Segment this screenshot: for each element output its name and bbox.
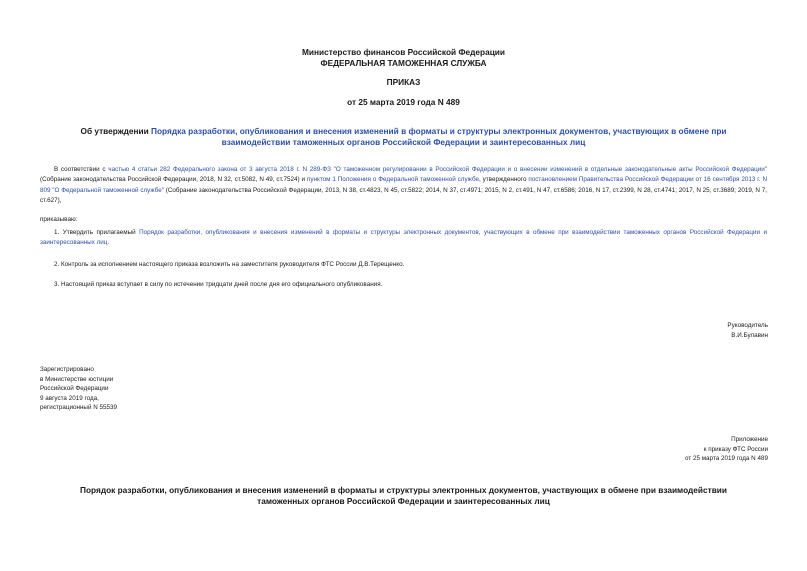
resolution-link[interactable]: постановлением Правительства Российской Федерации от 16 сентября 2013 г. N 809 "О Федеральной таможенной службе" bbox=[40, 176, 767, 194]
appendix-line: к приказу ФТС России bbox=[703, 445, 768, 453]
order-word: приказываю: bbox=[40, 216, 78, 223]
preamble-text-3: , утвержденного bbox=[478, 176, 529, 184]
regulation-link[interactable]: пунктом 1 Положения о Федеральной таможенной службе bbox=[306, 176, 479, 184]
appendix-line: от 25 марта 2019 года N 489 bbox=[684, 455, 768, 463]
signature-block bbox=[727, 321, 768, 340]
appendix-title-line2: таможенных органов Российской Федерации и заинтересованных лиц bbox=[257, 496, 550, 506]
registration-line: регистрационный N 55539 bbox=[40, 404, 118, 411]
registration-line: 9 августа 2019 года, bbox=[40, 394, 99, 402]
service-name: ФЕДЕРАЛЬНАЯ ТАМОЖЕННАЯ СЛУЖБА bbox=[320, 58, 487, 68]
procedure-link[interactable]: Порядок разработки, опубликования и внесения изменений в форматы и структуры электронных документов, участвующих в обмене при взаимодействии таможенных органов Российской Федерации и заинтересованных лиц bbox=[40, 229, 767, 247]
item-1 bbox=[40, 228, 767, 249]
registration-line: в Министерстве юстиции bbox=[40, 375, 114, 383]
appendix-title bbox=[40, 485, 767, 507]
item-3: 3. Настоящий приказ вступает в силу по истечении тридцати дней после дня его официального опубликования. bbox=[54, 281, 383, 288]
preamble-text-1: В соответствии с bbox=[54, 166, 109, 173]
doc-date-number: от 25 марта 2019 года N 489 bbox=[347, 97, 460, 107]
ministry-name: Министерство финансов Российской Федерации bbox=[301, 47, 506, 57]
registration-block bbox=[40, 365, 117, 413]
preamble-text-4: (Собрание законодательства Российской Федерации, 2013, N 38, ст.4823, N 45, ст.5822; 2014, N 37, ст.4971; 2015, N 2, ст.491, N 47, ст.6586; 2016, N 17, ст.2399, N 28, ст.4741; 2017, N 25, ст.3689; 2019, N 7, ст.627), bbox=[40, 186, 767, 205]
appendix-block bbox=[685, 435, 768, 464]
doc-title bbox=[0, 126, 807, 148]
item-1-text: 1. Утвердить прилагаемый bbox=[54, 229, 140, 236]
title-link-line2[interactable]: взаимодействии таможенных органов Российской Федерации и заинтересованных лиц bbox=[221, 137, 586, 147]
appendix-title-line1: Порядок разработки, опубликования и внесения изменений в форматы и структуры электронных документов, участвующих в обмене при взаимодействии bbox=[79, 485, 728, 495]
document-header bbox=[0, 47, 807, 69]
signature-role: Руководитель bbox=[727, 322, 768, 329]
preamble-text-2: (Собрание законодательства Российской Федерации, 2018, N 32, ст.5082, N 49, ст.7524) и bbox=[40, 176, 307, 184]
registration-line: Зарегистрировано bbox=[40, 366, 94, 373]
doc-type: ПРИКАЗ bbox=[386, 77, 421, 87]
item-2: 2. Контроль за исполнением настоящего приказа возложить на заместителя руководителя ФТС России Д.В.Терещенко. bbox=[54, 261, 405, 268]
preamble-paragraph bbox=[40, 165, 767, 207]
title-link-line1[interactable]: Порядка разработки, опубликования и внесения изменений в форматы и структуры электронных документов, участвующих в обмене при bbox=[151, 126, 727, 136]
law-link[interactable]: частью 4 статьи 282 Федерального закона от 3 августа 2018 г. N 289-ФЗ "О таможенном регулировании в Российской Федерации и о внесении изменений в отдельные законодательные акты Российской Федерации" bbox=[108, 166, 767, 173]
appendix-line: Приложение bbox=[731, 436, 768, 443]
item-1-end: . bbox=[107, 239, 110, 247]
title-prefix: Об утверждении bbox=[80, 126, 152, 136]
registration-line: Российской Федерации bbox=[40, 385, 109, 392]
signature-name: В.И.Булавин bbox=[731, 331, 768, 339]
